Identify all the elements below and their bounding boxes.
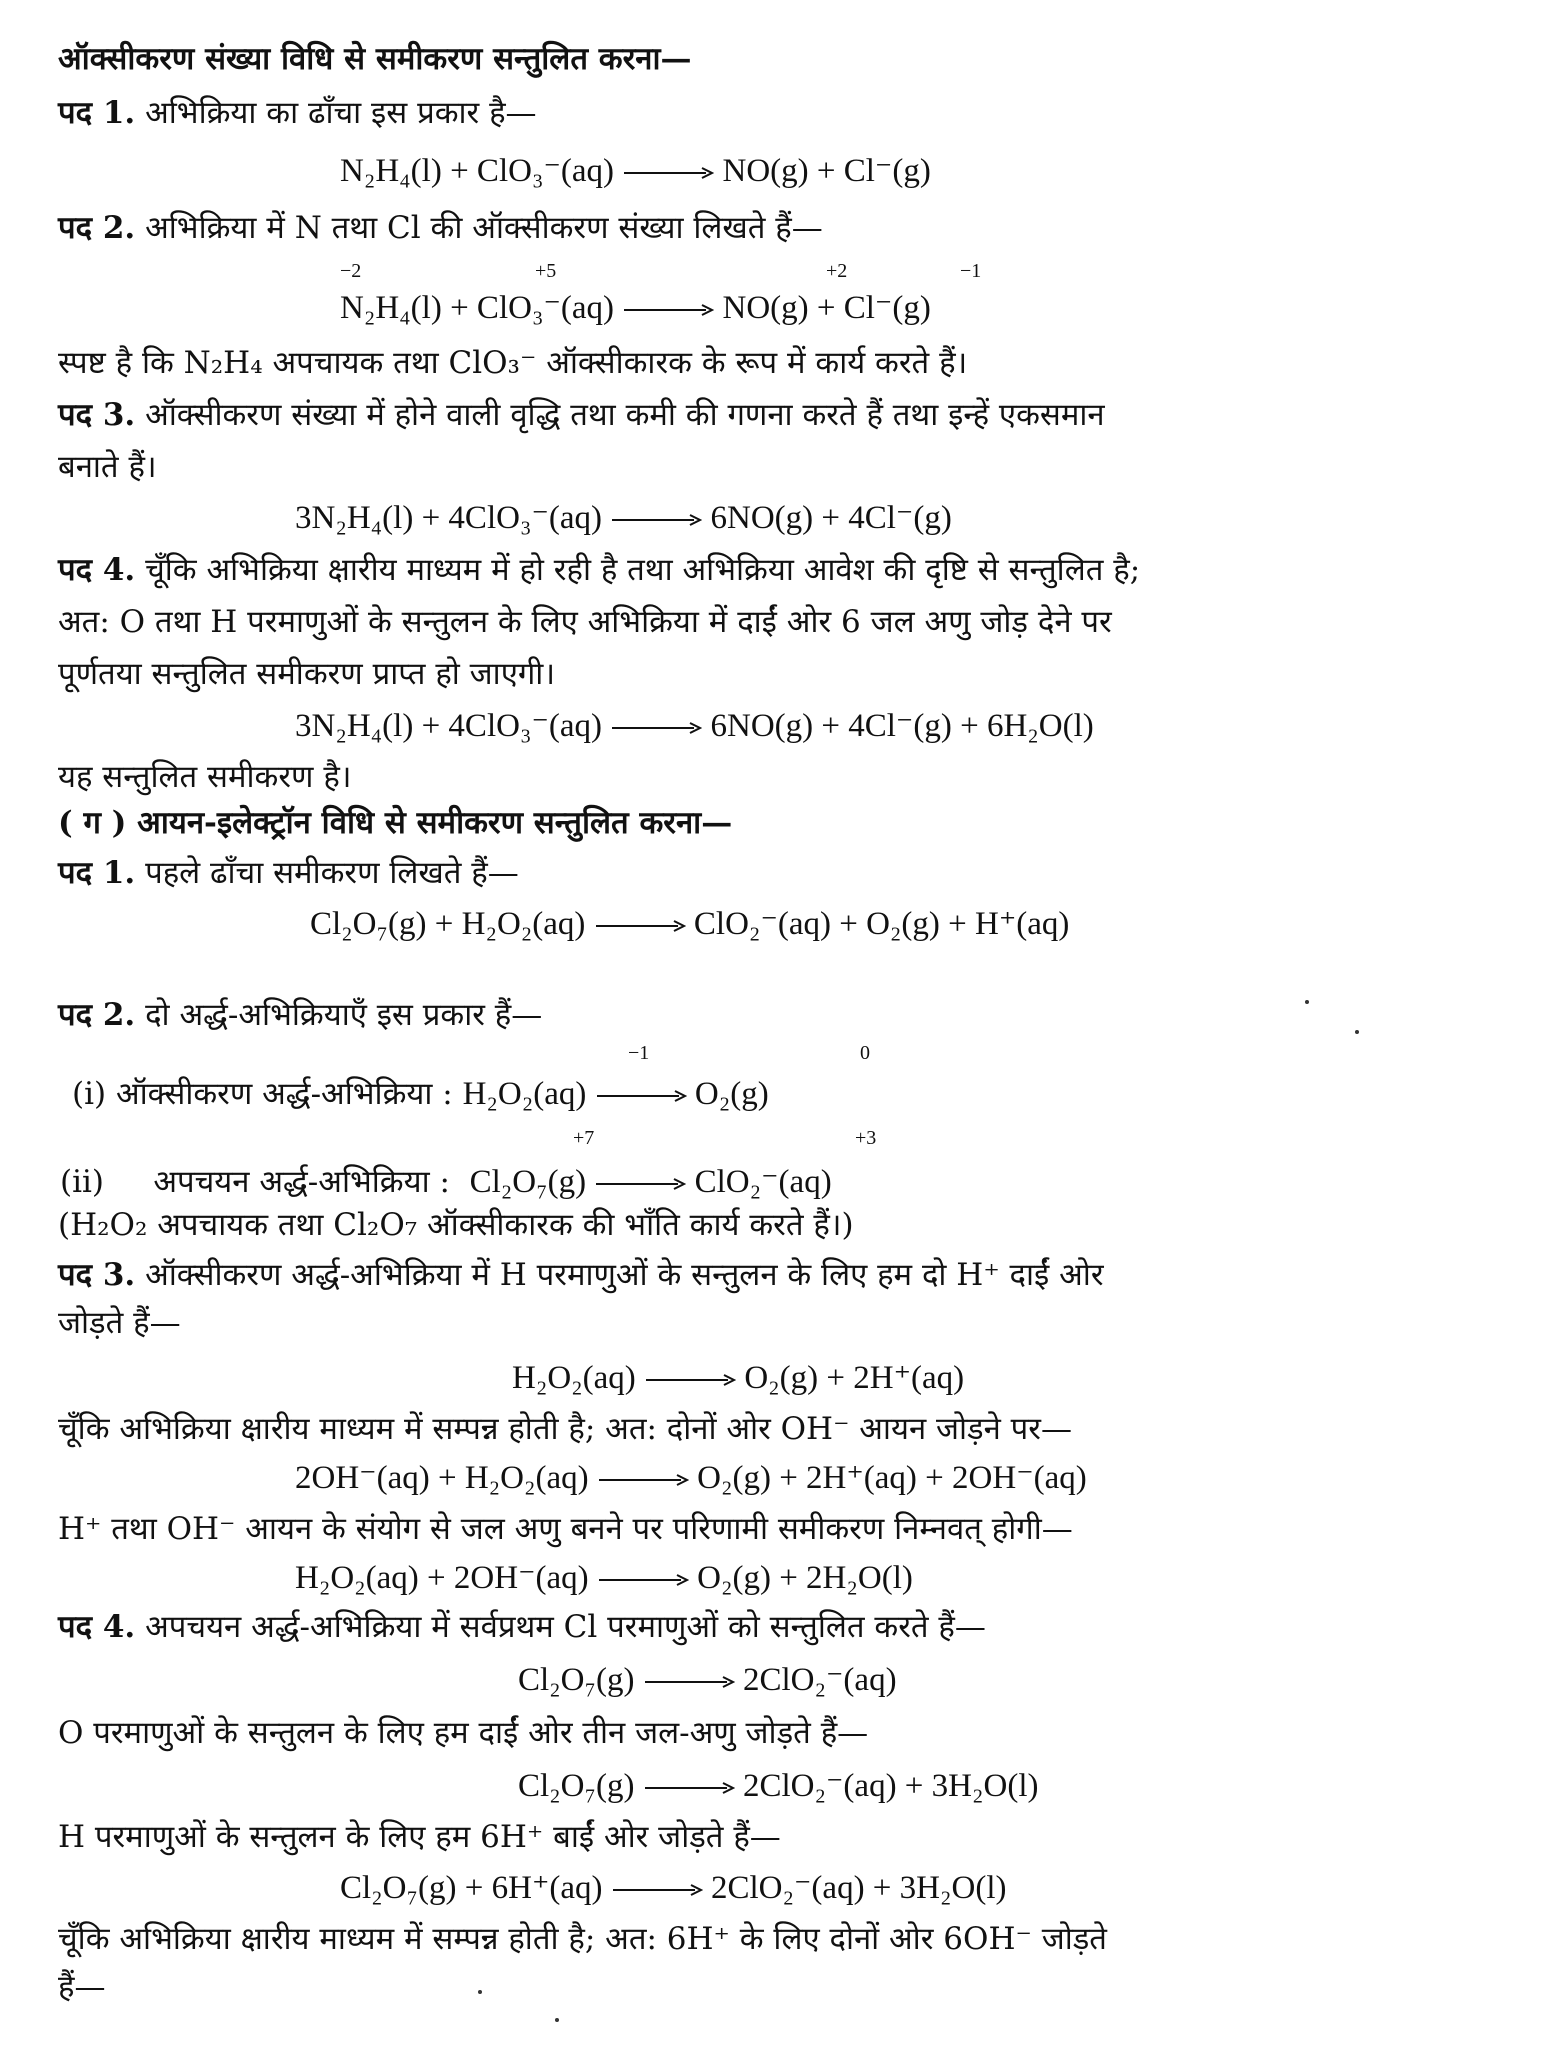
ox-number-n: −2 <box>340 260 362 282</box>
ox-number-cl: +5 <box>535 260 557 282</box>
alkaline-note-1: चूँकि अभिक्रिया क्षारीय माध्यम में सम्पन्न होती है; अत: दोनों ओर OH⁻ आयन जोड़ने पर— <box>58 1411 1072 1447</box>
eq-right: 6NO(g) + 4Cl⁻(g) + 6H₂O(l) <box>710 708 1094 744</box>
reaction-arrow-icon <box>595 1087 687 1105</box>
ion-step-3-text <box>58 1256 1512 1294</box>
eq-left: Cl₂O₇(g) <box>518 1768 635 1804</box>
eq-right: NO(g) + Cl⁻(g) <box>722 153 931 189</box>
equation-h-plus-added <box>340 1868 1007 1908</box>
step-body: ऑक्सीकरण अर्द्ध-अभिक्रिया में H परमाणुओं के सन्तुलन के लिए हम दो H⁺ दाईं ओर <box>145 1257 1104 1293</box>
h-atoms-note: H परमाणुओं के सन्तुलन के लिए हम 6H⁺ बाईं ओर जोड़ते हैं— <box>58 1819 781 1855</box>
balanced-note: यह सन्तुलित समीकरण है। <box>58 759 352 795</box>
equation-h-balance <box>512 1358 964 1398</box>
equation-oxidation-final <box>295 1558 913 1598</box>
scan-speck <box>1305 1000 1309 1004</box>
half-label: (i) ऑक्सीकरण अर्द्ध-अभिक्रिया : <box>72 1076 453 1112</box>
step-label: पद 3. <box>58 397 136 433</box>
equation-water-added <box>518 1766 1039 1806</box>
step-body: अभिक्रिया में N तथा Cl की ऑक्सीकरण संख्या लिखते हैं— <box>145 210 823 246</box>
reaction-arrow-icon <box>610 719 702 737</box>
reaction-arrow-icon <box>622 164 714 182</box>
eq-left: 2OH⁻(aq) + H₂O₂(aq) <box>295 1460 589 1496</box>
step-1-text <box>58 94 1512 132</box>
reaction-arrow-icon <box>644 1371 736 1389</box>
scan-speck <box>555 2018 559 2022</box>
ox-number-o2: 0 <box>860 1042 870 1064</box>
o-atoms-note: O परमाणुओं के सन्तुलन के लिए हम दाईं ओर तीन जल-अणु जोड़ते हैं— <box>58 1715 869 1751</box>
eq-right: 2ClO₂⁻(aq) + 3H₂O(l) <box>711 1870 1007 1906</box>
equation-equalised <box>295 498 952 538</box>
reaction-arrow-icon <box>594 1175 686 1193</box>
step-4-text-cont: अत: O तथा H परमाणुओं के सन्तुलन के लिए अभिक्रिया में दाईं ओर 6 जल अणु जोड़ देने पर <box>58 604 1112 640</box>
ox-number-n-product: +2 <box>826 260 848 282</box>
equation-skeleton <box>340 151 931 191</box>
step-body: ऑक्सीकरण संख्या में होने वाली वृद्धि तथा कमी की गणना करते हैं तथा इन्हें एकसमान <box>145 397 1105 433</box>
eq-left: H₂O₂(aq) <box>462 1076 587 1112</box>
reaction-arrow-icon <box>597 1571 689 1589</box>
reaction-arrow-icon <box>594 917 686 935</box>
reaction-arrow-icon <box>610 511 702 529</box>
step-4-text <box>58 551 1512 589</box>
half-equation <box>463 1076 769 1112</box>
reaction-arrow-icon <box>643 1779 735 1797</box>
eq-left: H₂O₂(aq) + 2OH⁻(aq) <box>295 1560 589 1596</box>
step-3-text <box>58 396 1512 434</box>
equation-oh-added <box>295 1458 1087 1498</box>
eq-right: O₂(g) + 2H₂O(l) <box>697 1560 913 1596</box>
ox-number-cl-product: −1 <box>960 260 982 282</box>
section-heading-oxidation-method: ऑक्सीकरण संख्या विधि से समीकरण सन्तुलित करना— <box>58 41 692 77</box>
eq-left: Cl₂O₇(g) + H₂O₂(aq) <box>310 906 586 942</box>
ox-number-cl2o7: +7 <box>573 1127 595 1149</box>
oxidation-half-reaction <box>72 1074 1512 1114</box>
eq-right: 2ClO₂⁻(aq) <box>743 1662 897 1698</box>
eq-left: 3N₂H₄(l) + 4ClO₃⁻(aq) <box>295 500 602 536</box>
eq-left: 3N₂H₄(l) + 4ClO₃⁻(aq) <box>295 708 602 744</box>
step-label: पद 1. <box>58 95 136 131</box>
step-body: अपचयन अर्द्ध-अभिक्रिया में सर्वप्रथम Cl परमाणुओं को सन्तुलित करते हैं— <box>145 1609 986 1645</box>
reaction-arrow-icon <box>643 1673 735 1691</box>
ion-step-4-text <box>58 1608 1512 1646</box>
ox-number-h2o2: −1 <box>628 1042 650 1064</box>
step-label: पद 2. <box>58 210 136 246</box>
scan-speck <box>478 1990 482 1994</box>
step-3-text-cont: बनाते हैं। <box>58 449 157 485</box>
reaction-arrow-icon <box>622 301 714 319</box>
equation-balanced <box>295 706 1094 746</box>
step-body: दो अर्द्ध-अभिक्रियाएँ इस प्रकार हैं— <box>145 997 543 1033</box>
eq-left: N₂H₄(l) + ClO₃⁻(aq) <box>340 153 614 189</box>
step-body: पहले ढाँचा समीकरण लिखते हैं— <box>145 855 519 891</box>
equation-ox-numbers <box>340 288 931 328</box>
alkaline-note-2-cont: हैं— <box>58 1969 106 2005</box>
step-body: अभिक्रिया का ढाँचा इस प्रकार है— <box>145 95 537 131</box>
eq-right: O₂(g) + 2H⁺(aq) <box>744 1360 965 1396</box>
equation-ion-skeleton <box>310 904 1069 944</box>
eq-left: Cl₂O₇(g) + 6H⁺(aq) <box>340 1870 603 1906</box>
step-label: पद 1. <box>58 855 136 891</box>
equation-cl-balance <box>518 1660 897 1700</box>
ox-number-clo2: +3 <box>855 1127 877 1149</box>
reaction-arrow-icon <box>611 1881 703 1899</box>
alkaline-note-2: चूँकि अभिक्रिया क्षारीय माध्यम में सम्पन्न होती है; अत: 6H⁺ के लिए दोनों ओर 6OH⁻ जोड़ते <box>58 1921 1107 1957</box>
eq-left: H₂O₂(aq) <box>512 1360 636 1396</box>
reaction-arrow-icon <box>597 1471 689 1489</box>
step-label: पद 3. <box>58 1257 136 1293</box>
eq-right: O₂(g) + 2H⁺(aq) + 2OH⁻(aq) <box>697 1460 1087 1496</box>
combine-note: H⁺ तथा OH⁻ आयन के संयोग से जल अणु बनने पर परिणामी समीकरण निम्नवत् होगी— <box>58 1511 1073 1547</box>
half-num: (ii) <box>60 1164 105 1200</box>
ion-step-1-text <box>58 854 1512 892</box>
eq-right: ClO₂⁻(aq) + O₂(g) + H⁺(aq) <box>693 906 1070 942</box>
eq-right: ClO₂⁻(aq) <box>694 1164 832 1200</box>
eq-left: N₂H₄(l) + ClO₃⁻(aq) <box>340 290 614 326</box>
eq-right: 2ClO₂⁻(aq) + 3H₂O(l) <box>743 1768 1039 1804</box>
half-equation <box>470 1164 832 1200</box>
eq-right: NO(g) + Cl⁻(g) <box>722 290 931 326</box>
ion-step-2-text <box>58 996 1512 1034</box>
eq-left: Cl₂O₇(g) <box>469 1164 587 1200</box>
half-label: अपचयन अर्द्ध-अभिक्रिया : <box>153 1164 450 1200</box>
roles-note: (H₂O₂ अपचायक तथा Cl₂O₇ ऑक्सीकारक की भाँति कार्य करते हैं।) <box>58 1207 854 1243</box>
eq-right: 6NO(g) + 4Cl⁻(g) <box>710 500 952 536</box>
eq-left: Cl₂O₇(g) <box>518 1662 635 1698</box>
reductant-oxidant-note: स्पष्ट है कि N₂H₄ अपचायक तथा ClO₃⁻ ऑक्सीकारक के रूप में कार्य करते हैं। <box>58 345 968 381</box>
step-body: चूँकि अभिक्रिया क्षारीय माध्यम में हो रही है तथा अभिक्रिया आवेश की दृष्टि से सन्तुलित है; <box>145 552 1141 588</box>
step-label: पद 4. <box>58 552 136 588</box>
step-label: पद 4. <box>58 1609 136 1645</box>
step-label: पद 2. <box>58 997 136 1033</box>
step-2-text <box>58 209 1512 247</box>
section-heading-ion-electron: ( ग ) आयन-इलेक्ट्रॉन विधि से समीकरण सन्तुलित करना— <box>58 805 733 841</box>
step-4-text-cont2: पूर्णतया सन्तुलित समीकरण प्राप्त हो जाएगी। <box>58 656 556 692</box>
reduction-half-reaction <box>60 1162 1512 1202</box>
eq-right: O₂(g) <box>694 1076 769 1112</box>
ion-step-3-text-cont: जोड़ते हैं— <box>58 1305 181 1341</box>
scan-speck <box>1355 1030 1359 1034</box>
